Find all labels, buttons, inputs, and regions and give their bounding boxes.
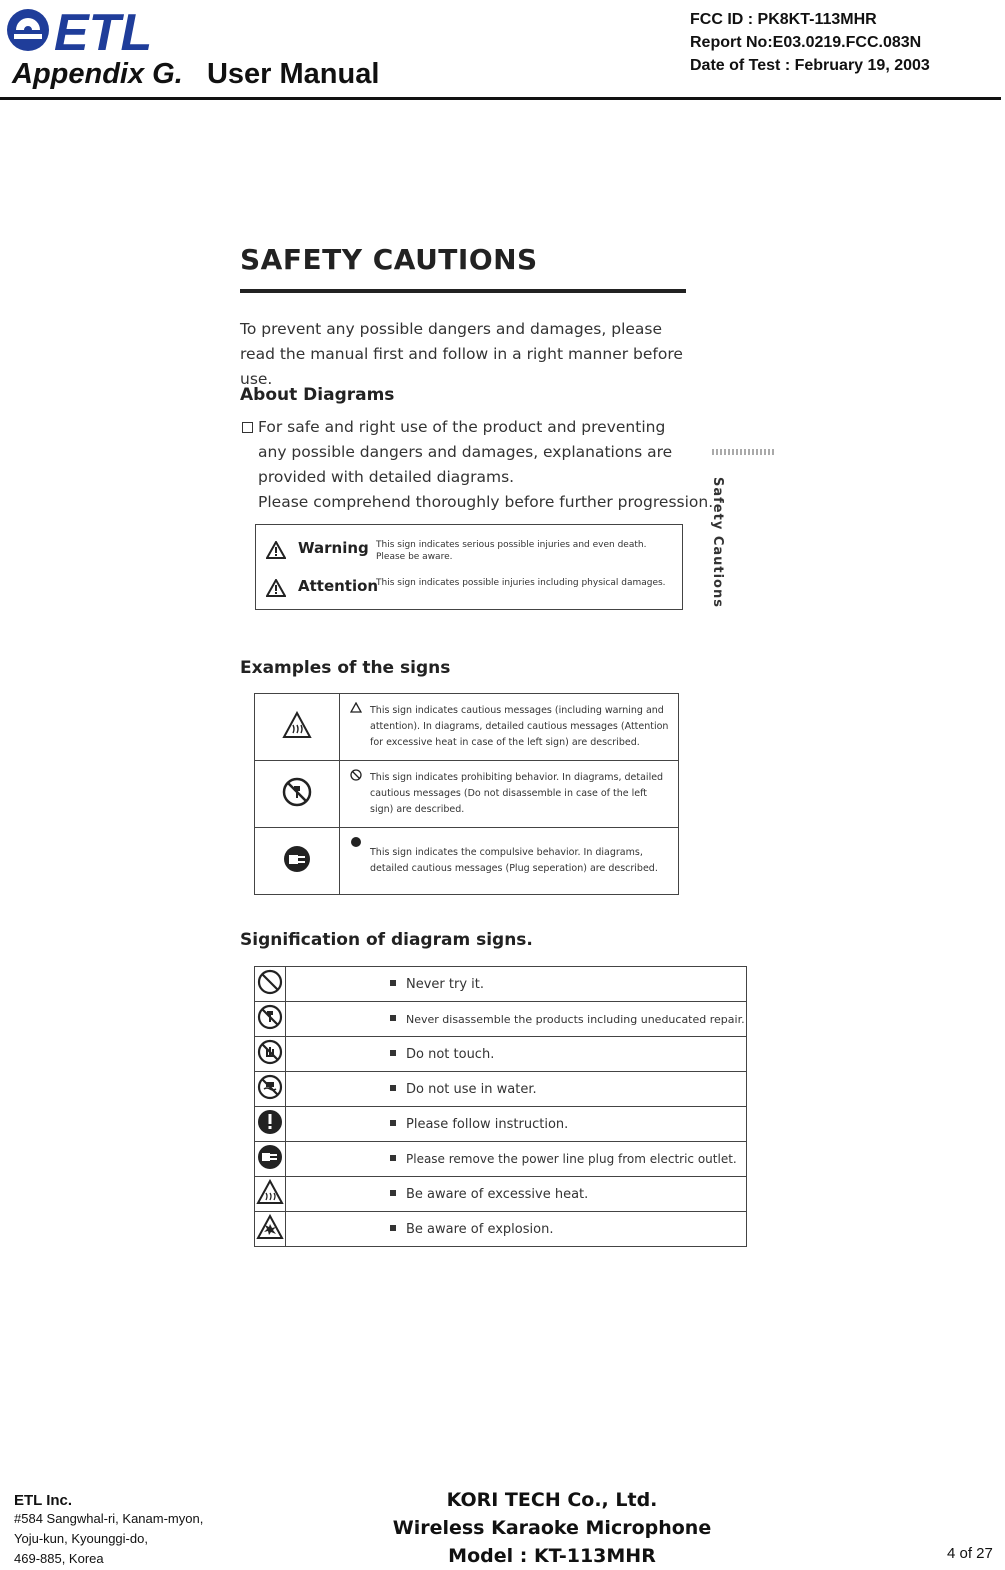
table-row [255,761,679,828]
safety-title: SAFETY CAUTIONS [240,243,538,276]
fcc-id: FCC ID : PK8KT-113MHR [690,11,877,28]
sign-text-cell [286,1107,747,1142]
warning-text: This sign indicates serious possible injuries and even death. Please be aware. [376,540,647,562]
appendix-heading [12,58,379,91]
example-text: This sign indicates prohibiting behavior. In diagrams, detailed cautious messages (Do not disassemble in case of the left sign) are described. [370,772,664,815]
sign-icon-cell [255,967,286,1002]
side-tab: Safety Cautions [710,477,725,608]
square-bullet-icon [390,1085,396,1091]
sign-text-cell [286,1072,747,1107]
examples-heading: Examples of the signs [240,658,451,678]
checkbox-bullet-icon [242,422,253,433]
lab-name: ETL Inc. [14,1492,73,1509]
address-line: 469-885, Korea [14,1551,104,1566]
square-bullet-icon [390,1225,396,1231]
square-bullet-icon [390,1015,396,1021]
about-paragraph [242,415,714,515]
sign-text-cell [286,1212,747,1247]
sign-text: Never disassemble the products including uneducated repair. [406,1012,745,1026]
test-date: Date of Test : February 19, 2003 [690,57,930,74]
product-name: Wireless Karaoke Microphone [392,1517,712,1539]
instruction-icon [257,1109,283,1135]
page-number: 4 of 27 [947,1545,993,1562]
sign-text-cell [286,967,747,1002]
sign-icon-cell [255,1072,286,1107]
no-touch-icon [257,1039,283,1065]
table-row [255,967,747,1002]
sign-icon-cell [255,1177,286,1212]
title-rule [240,289,686,293]
about-line: Please comprehend thoroughly before further progression. [258,493,714,511]
sign-text: Never try it. [406,976,484,992]
square-bullet-icon [390,1050,396,1056]
table-row [255,1037,747,1072]
sign-text-cell [286,1177,747,1212]
sign-text-cell [286,1037,747,1072]
square-bullet-icon [390,1155,396,1161]
sign-text: Do not touch. [406,1046,495,1062]
attention-triangle-icon [266,579,286,597]
no-disassemble-icon [257,1004,283,1030]
sign-icon-cell [255,1142,286,1177]
table-row [255,1107,747,1142]
square-bullet-icon [390,1190,396,1196]
attention-text: This sign indicates possible injuries including physical damages. [376,578,666,588]
report-info [690,8,930,77]
no-water-icon [257,1074,283,1100]
plug-removal-icon [282,844,312,874]
about-line: provided with detailed diagrams. [258,468,515,486]
heat-warning-icon [282,711,312,739]
sign-icon-cell [255,1037,286,1072]
etl-logo [4,4,170,56]
model-number: Model : KT-113MHR [448,1545,656,1567]
plug-removal-icon [257,1144,283,1170]
product-info [352,1486,752,1570]
warning-label: Warning [298,539,369,557]
header-divider [0,97,1001,100]
square-bullet-icon [390,1120,396,1126]
example-text-cell [340,828,679,895]
example-text: This sign indicates the compulsive behavior. In diagrams, detailed cautious messages (Plug seperation) are described. [370,847,658,874]
table-row [255,1142,747,1177]
about-line: For safe and right use of the product and preventing [258,418,666,436]
sign-icon-cell [255,1002,286,1037]
side-tab-marker [712,449,774,455]
example-icon-cell [255,761,340,828]
sign-text-cell [286,1002,747,1037]
warning-legend-box [255,524,683,610]
table-row [255,1072,747,1107]
explosion-warning-icon [256,1214,284,1240]
client-name: KORI TECH Co., Ltd. [446,1489,658,1511]
attention-row [266,575,676,605]
example-text-cell [340,694,679,761]
table-row [255,1177,747,1212]
warning-triangle-icon [266,541,286,559]
prohibited-icon [257,969,283,995]
compulsory-mark-icon [350,836,362,848]
sign-text: Be aware of excessive heat. [406,1186,589,1202]
example-icon-cell [255,694,340,761]
attention-label: Attention [298,577,379,595]
square-bullet-icon [390,980,396,986]
intro-text: To prevent any possible dangers and damages, please read the manual first and follow in a right manner before use. [240,320,683,388]
example-text: This sign indicates cautious messages (including warning and attention). In diagrams, detailed cautious messages (Attention for excessive heat in case of the left sign) are described. [370,705,669,748]
sign-text: Please follow instruction. [406,1116,569,1132]
appendix-label: Appendix G. [12,58,183,90]
example-text-cell [340,761,679,828]
no-disassemble-icon [282,777,312,807]
table-row [255,694,679,761]
address-line: #584 Sangwhal-ri, Kanam-myon, [14,1511,204,1526]
sign-text: Please remove the power line plug from electric outlet. [406,1151,737,1166]
report-number: Report No:E03.0219.FCC.083N [690,34,922,51]
sign-icon-cell [255,1212,286,1247]
about-line: any possible dangers and damages, explanations are [258,443,673,461]
manual-scan [230,215,790,1345]
sign-text: Do not use in water. [406,1081,537,1097]
sign-text: Be aware of explosion. [406,1221,554,1237]
signification-table [254,966,747,1247]
signification-heading: Signification of diagram signs. [240,930,533,950]
prohibition-mark-icon [350,769,362,781]
address-line: Yoju-kun, Kyounggi-do, [14,1531,148,1546]
table-row [255,1002,747,1037]
table-row [255,1212,747,1247]
caution-triangle-icon [350,702,362,713]
sign-icon-cell [255,1107,286,1142]
svg-text:ETL: ETL [54,4,153,56]
section-title: User Manual [206,58,380,90]
table-row [255,828,679,895]
about-heading: About Diagrams [240,385,395,405]
heat-warning-icon [256,1179,284,1205]
example-icon-cell [255,828,340,895]
lab-address [14,1492,203,1569]
sign-text-cell [286,1142,747,1177]
warning-row [266,537,676,567]
examples-table [254,693,679,895]
